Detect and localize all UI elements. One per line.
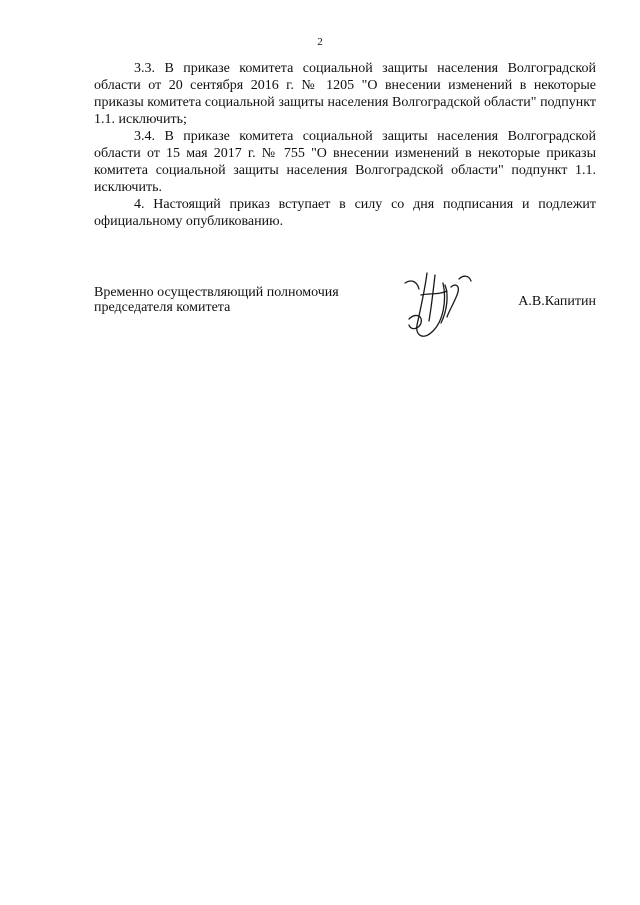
signer-name: А.В.Капитин: [518, 294, 596, 309]
paragraph-3-3: 3.3. В приказе комитета социальной защиты населения Волгоградской области от 20 сентября 2016 г. № 1205 "О внесении изменений в некоторые приказы комитета социальной защиты населения Волгоградской области" подпункт 1.1. исключить;: [94, 61, 596, 127]
signer-title-line-1: Временно осуществляющий полномочия: [94, 285, 339, 300]
signer-title: [94, 285, 339, 315]
signer-title-line-2: председателя комитета: [94, 300, 231, 315]
handwritten-signature-icon: [399, 265, 479, 345]
paragraph-3-4: 3.4. В приказе комитета социальной защиты населения Волгоградской области от 15 мая 2017 г. № 755 "О внесении изменений в некоторые приказы комитета социальной защиты населения Волгоградской области" подпункт 1.1. исключить.: [94, 129, 596, 195]
document-body: [94, 60, 596, 230]
page-number: 2: [317, 36, 323, 48]
paragraph-4: 4. Настоящий приказ вступает в силу со дня подписания и подлежит официальному опубликованию.: [94, 197, 596, 229]
signature-block: [94, 285, 596, 365]
